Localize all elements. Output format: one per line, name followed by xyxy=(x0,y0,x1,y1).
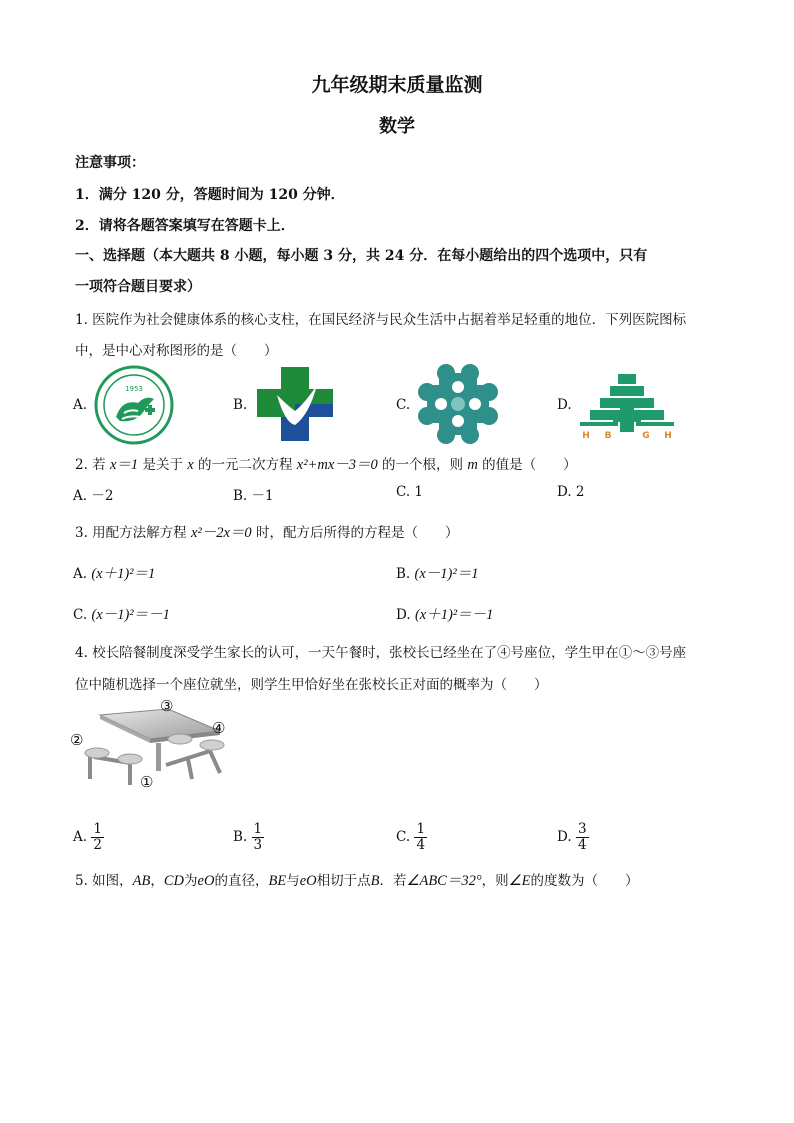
q5-stem xyxy=(75,869,639,890)
q4-option-c-label: C. xyxy=(396,828,411,845)
q1-option-a-logo-icon xyxy=(94,365,174,445)
q3-option-b xyxy=(396,562,478,583)
q5-text-4: 的直径， xyxy=(214,873,269,889)
q5-text-5: 与 xyxy=(286,873,300,889)
logo-d-letter-3: G xyxy=(642,431,650,440)
section-heading-line2: 一项符合题目要求） xyxy=(75,279,201,295)
q3-option-c-expr: (x－1)²＝－1 xyxy=(91,607,170,623)
q5-point-b: B xyxy=(370,873,380,889)
q5-text-1: 5. 如图， xyxy=(75,873,133,889)
notice-heading: 注意事项： xyxy=(75,155,145,171)
q5-text-9: 的度数为（ ） xyxy=(530,873,639,889)
exam-title: 九年级期末质量监测 xyxy=(311,74,483,96)
seat-label-3: ③ xyxy=(160,697,174,715)
q3-option-a xyxy=(73,562,155,583)
logo-d-letter-4: H xyxy=(664,431,672,440)
q2-text-1: 2. 若 xyxy=(75,457,110,473)
q4-option-b-label: B. xyxy=(233,828,248,845)
q3-option-a-label: A. xyxy=(73,566,88,582)
q3-option-c xyxy=(73,603,170,624)
q4-option-a-label: A. xyxy=(73,828,88,845)
q2-text-2: 是关于 xyxy=(138,457,188,473)
seat-label-4: ④ xyxy=(212,719,226,737)
q2-text-4: 的一个根，则 xyxy=(377,457,468,473)
q2-option-b: B. －1 xyxy=(233,488,274,504)
q2-variable-x: x xyxy=(187,457,194,473)
q5-segment-ab: AB xyxy=(132,873,151,889)
q2-option-d: D. 2 xyxy=(557,484,585,500)
q1-option-b-logo-icon xyxy=(255,365,335,443)
q3-text-1: 3. 用配方法解方程 xyxy=(75,525,191,541)
q5-text-7: ．若 xyxy=(379,873,407,889)
q4-option-a-fraction xyxy=(91,822,104,853)
q4-option-c-fraction xyxy=(414,822,427,853)
q5-text-8: ，则 xyxy=(481,873,509,889)
q5-segment-be: BE xyxy=(268,873,287,889)
q2-variable-m: m xyxy=(467,457,478,473)
q4-stem-line1: 4. 校长陪餐制度深受学生家长的认可，一天午餐时，张校长已经坐在了④号座位，学生甲在①～③号座 xyxy=(75,645,687,661)
notice-item-1: 1．满分 120 分，答题时间为 120 分钟． xyxy=(75,187,345,203)
subject-title: 数学 xyxy=(379,116,415,137)
q3-option-b-expr: (x－1)²＝1 xyxy=(414,566,479,582)
q3-option-d-expr: (x＋1)²＝－1 xyxy=(414,607,494,623)
q3-option-d xyxy=(396,603,493,624)
logo-d-letter-2: B xyxy=(604,431,612,440)
q3-stem xyxy=(75,521,458,542)
seat-label-2: ② xyxy=(70,731,84,749)
q2-option-c: C. 1 xyxy=(396,484,424,500)
q5-circle-o-2: eO xyxy=(299,873,317,889)
q4-stem-line2: 位中随机选择一个座位就坐，则学生甲恰好坐在张校长正对面的概率为（ ） xyxy=(75,677,548,693)
q2-text-3: 的一元二次方程 xyxy=(193,457,297,473)
q5-text-2: ， xyxy=(150,873,164,889)
q1-option-a-label: A. xyxy=(73,397,88,413)
q5-circle-o-1: eO xyxy=(197,873,215,889)
section-heading-line1: 一、选择题（本大题共 8 小题，每小题 3 分，共 24 分．在每小题给出的四个选项中，只有 xyxy=(75,248,648,264)
q4-option-d xyxy=(557,822,589,853)
q1-stem-line2: 中，是中心对称图形的是（ ） xyxy=(75,343,278,359)
q2-equation: x²+mx－3＝0 xyxy=(296,457,378,473)
q3-option-b-label: B. xyxy=(396,566,411,582)
q4-option-d-fraction xyxy=(576,822,589,853)
q3-option-a-expr: (x＋1)²＝1 xyxy=(91,566,156,582)
q1-option-d-label: D. xyxy=(557,397,572,413)
q2-condition: x＝1 xyxy=(109,457,139,473)
q1-option-c-logo-icon xyxy=(417,363,499,445)
q5-angle-e: ∠E xyxy=(508,873,531,889)
q4-option-b-num: 1 xyxy=(253,821,263,837)
q4-option-d-den: 4 xyxy=(577,836,587,853)
q2-text-5: 的值是（ ） xyxy=(477,457,577,473)
q4-table-figure-icon xyxy=(70,695,240,805)
q1-stem-line1: 1. 医院作为社会健康体系的核心支柱，在国民经济与民众生活中占据着举足轻重的地位．下列医院图标 xyxy=(75,312,687,328)
q5-text-3: 为 xyxy=(184,873,198,889)
notice-item-2: 2．请将各题答案填写在答题卡上． xyxy=(75,218,295,234)
q4-option-b-den: 3 xyxy=(253,836,263,853)
logo-a-year: 1953 xyxy=(125,385,143,393)
q3-option-c-label: C. xyxy=(73,607,88,623)
q3-text-2: 时，配方后所得的方程是（ ） xyxy=(251,525,459,541)
q5-text-6: 相切于点 xyxy=(316,873,371,889)
q4-option-a-num: 1 xyxy=(93,821,102,837)
q4-option-c-den: 4 xyxy=(416,836,426,853)
q1-option-c-label: C. xyxy=(396,397,411,413)
q4-option-d-label: D. xyxy=(557,828,572,845)
logo-d-letter-1: H xyxy=(582,431,590,440)
q5-segment-cd: CD xyxy=(163,873,185,889)
seat-label-1: ① xyxy=(140,773,154,791)
q4-option-a-den: 2 xyxy=(93,836,102,853)
q4-option-b xyxy=(233,822,264,853)
q3-option-d-label: D. xyxy=(396,607,411,623)
q4-option-d-num: 3 xyxy=(577,821,587,837)
q4-option-c xyxy=(396,822,427,853)
q2-option-a: A. －2 xyxy=(73,488,114,504)
q3-equation: x²－2x＝0 xyxy=(190,525,252,541)
q1-option-b-label: B. xyxy=(233,397,248,413)
q4-option-a xyxy=(73,822,104,853)
q4-option-b-fraction xyxy=(252,822,265,853)
q4-option-c-num: 1 xyxy=(416,821,426,837)
q2-stem xyxy=(75,453,577,474)
q5-angle-abc: ∠ABC＝32° xyxy=(406,873,482,889)
q1-option-d-logo-icon xyxy=(578,372,676,440)
